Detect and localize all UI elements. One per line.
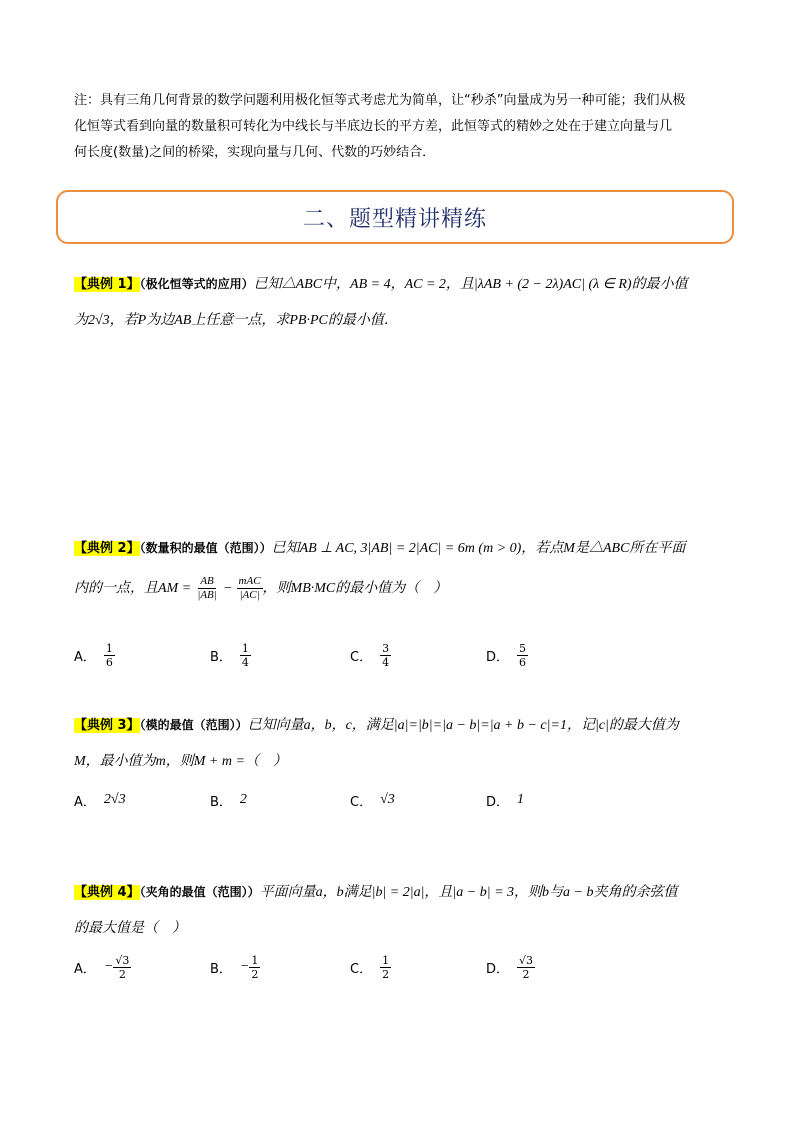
fraction-numerator: 1: [382, 953, 390, 967]
fraction-numerator: 1: [241, 641, 249, 655]
example-3-options: [74, 785, 734, 815]
option-fraction: [380, 954, 391, 981]
fraction-numerator: mAC: [238, 575, 261, 587]
fraction-numerator: √3: [519, 953, 534, 967]
option-label: C．: [350, 961, 373, 977]
option-label: A．: [74, 794, 96, 810]
option-sign: −: [103, 959, 114, 974]
option-label: B．: [210, 794, 232, 810]
option-fraction: [517, 954, 535, 981]
option-fraction: [104, 642, 115, 669]
example-4-text-2: 的最大值是（ ）: [74, 921, 186, 936]
example-2-text-1: 已知AB ⊥ AC, 3|AB| = 2|AC| = 6m (m > 0)，若点M是△ABC所在平面: [271, 541, 686, 556]
option-label: B．: [210, 649, 232, 665]
note-line-3: 何长度(数量)之间的桥梁，实现向量与几何、代数的巧妙结合．: [74, 145, 436, 160]
example-2-fraction-1: [195, 575, 219, 602]
example-2-tag: 【典例 2】: [74, 541, 140, 556]
example-1-line-2: [74, 303, 734, 339]
example-1-line-1: [74, 266, 734, 303]
option-label: D．: [486, 649, 510, 665]
option-c[interactable]: [350, 952, 391, 982]
option-a[interactable]: [74, 785, 126, 815]
note-line-2: 化恒等式看到向量的数量积可转化为中线长与半底边长的平方差，此恒等式的精妙之处在于建立向量与几: [74, 119, 673, 134]
option-b[interactable]: [210, 952, 260, 982]
fraction-numerator: 3: [382, 641, 390, 655]
example-3-text-1: 已知向量a，b，c，满足|a|=|b|=|a − b|=|a + b − c|=1，记|c|的最大值为: [247, 718, 679, 733]
example-4-topic: （夹角的最值（范围））: [139, 885, 260, 899]
fraction-denominator: 6: [519, 655, 527, 669]
option-label: D．: [486, 794, 510, 810]
option-b[interactable]: [210, 785, 247, 815]
example-2: [74, 530, 734, 611]
example-3: [74, 707, 734, 780]
minus-sign: −: [222, 581, 233, 596]
example-4-tag: 【典例 4】: [74, 885, 140, 900]
option-value: 1: [517, 792, 525, 807]
example-2-text-2-post: ，则MB·MC的最小值为（ ）: [262, 581, 448, 596]
option-d[interactable]: [486, 640, 528, 670]
option-label: D．: [486, 961, 510, 977]
example-4-text-1: 平面向量a，b满足|b| = 2|a|，且|a − b| = 3，则b与a − b夹角的余弦值: [259, 885, 678, 900]
example-3-text-2: M，最小值为m，则M + m =（ ）: [74, 754, 287, 769]
section-banner: [56, 190, 734, 244]
example-2-line-1: [74, 530, 734, 567]
intro-note: [74, 88, 724, 166]
fraction-denominator: 4: [241, 655, 249, 669]
option-a[interactable]: [74, 640, 115, 670]
fraction-denominator: 2: [118, 967, 126, 981]
option-a[interactable]: [74, 952, 131, 982]
example-2-fraction-2: [237, 575, 263, 602]
fraction-denominator: 2: [522, 967, 530, 981]
option-d[interactable]: [486, 785, 524, 815]
option-sign: −: [239, 959, 250, 974]
fraction-denominator: |AC|: [239, 589, 260, 601]
option-c[interactable]: [350, 785, 395, 815]
fraction-denominator: 2: [382, 967, 390, 981]
option-value: 2: [239, 792, 247, 807]
example-4-line-2: [74, 911, 734, 947]
example-2-line-2: [74, 567, 734, 611]
fraction-denominator: |AB|: [197, 589, 217, 601]
fraction-numerator: 1: [251, 953, 259, 967]
note-line-1: 注：具有三角几何背景的数学问题利用极化恒等式考虑尤为简单，让“秒杀”向量成为另一种可能；我们从极: [74, 93, 686, 108]
example-1: [74, 266, 734, 339]
example-2-topic: （数量积的最值（范围））: [139, 541, 272, 555]
example-4-options: [74, 952, 734, 982]
option-label: A．: [74, 649, 96, 665]
fraction-numerator: AB: [200, 575, 214, 587]
option-d[interactable]: [486, 952, 535, 982]
option-fraction: [517, 642, 528, 669]
fraction-numerator: √3: [115, 953, 130, 967]
fraction-denominator: 2: [251, 967, 259, 981]
example-1-text-1: 已知△ABC中，AB = 4，AC = 2，且|λAB + (2 − 2λ)AC| (λ ∈ R)的最小值: [253, 277, 688, 292]
fraction-numerator: 1: [105, 641, 113, 655]
fraction-numerator: 5: [519, 641, 527, 655]
fraction-denominator: 6: [105, 655, 113, 669]
option-label: C．: [350, 794, 373, 810]
option-label: C．: [350, 649, 373, 665]
example-2-options: [74, 640, 734, 670]
example-3-line-1: [74, 707, 734, 744]
example-4: [74, 874, 734, 947]
option-c[interactable]: [350, 640, 391, 670]
option-fraction: [380, 642, 391, 669]
option-value: 2√3: [103, 792, 126, 807]
example-1-text-2: 为2√3，若P为边AB上任意一点，求PB·PC的最小值．: [74, 313, 398, 328]
option-label: A．: [74, 961, 96, 977]
option-b[interactable]: [210, 640, 251, 670]
example-1-topic: （极化恒等式的应用）: [139, 277, 254, 291]
option-value: √3: [380, 792, 395, 807]
option-fraction: [113, 954, 131, 981]
example-1-tag: 【典例 1】: [74, 277, 140, 292]
section-title: 二、题型精讲精练: [302, 206, 487, 232]
example-2-text-2-pre: 内的一点，且AM =: [74, 581, 192, 596]
example-3-tag: 【典例 3】: [74, 718, 140, 733]
option-fraction: [240, 642, 251, 669]
fraction-denominator: 4: [382, 655, 390, 669]
example-3-topic: （模的最值（范围））: [139, 718, 248, 732]
option-fraction: [249, 954, 260, 981]
option-label: B．: [210, 961, 232, 977]
example-3-line-2: [74, 744, 734, 780]
example-4-line-1: [74, 874, 734, 911]
